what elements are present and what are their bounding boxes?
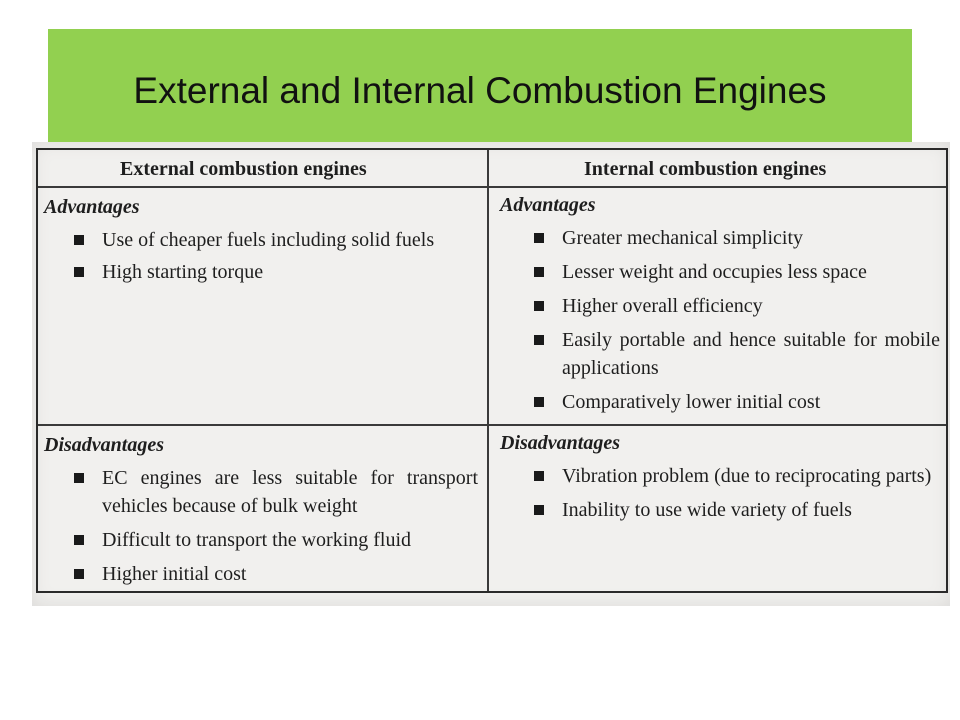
header-external: External combustion engines [120, 158, 367, 180]
bullet-icon [534, 397, 544, 407]
bullet-icon [74, 535, 84, 545]
bullet-icon [534, 505, 544, 515]
list-item-text: Difficult to transport the working fluid [102, 529, 412, 551]
list-item [534, 292, 940, 320]
bullet-icon [74, 473, 84, 483]
bullet-icon [534, 267, 544, 277]
list-item-text: EC engines are less suitable for transport vehicles because of bulk weight [102, 467, 478, 517]
ext-advantages-list [74, 226, 476, 286]
list-item [534, 388, 940, 416]
list-item-text: Easily portable and hence suitable for mobile applications [562, 329, 940, 379]
int-advantages-list [534, 224, 940, 416]
bullet-icon [74, 267, 84, 277]
list-item-text: Inability to use wide variety of fuels [562, 499, 852, 521]
list-item-text: Greater mechanical simplicity [562, 227, 804, 249]
ext-advantages-label: Advantages [44, 196, 140, 218]
list-item [534, 462, 940, 490]
bullet-icon [534, 471, 544, 481]
list-item-text: Comparatively lower initial cost [562, 391, 821, 413]
list-item-text: Vibration problem (due to reciprocating parts) [562, 465, 932, 487]
int-advantages-label: Advantages [500, 194, 596, 216]
bullet-icon [74, 235, 84, 245]
list-item [74, 258, 476, 286]
section-divider [38, 424, 946, 426]
list-item [74, 464, 478, 520]
list-item-text: Lesser weight and occupies less space [562, 261, 867, 283]
list-item-text: High starting torque [102, 261, 264, 283]
column-divider [487, 150, 489, 591]
list-item [74, 226, 476, 254]
list-item-text: Use of cheaper fuels including solid fuels [102, 229, 435, 251]
list-item [74, 560, 478, 588]
list-item [534, 258, 940, 286]
list-item [534, 224, 940, 252]
ext-disadvantages-label: Disadvantages [44, 434, 164, 456]
slide-title: External and Internal Combustion Engines [133, 70, 827, 111]
list-item-text: Higher overall efficiency [562, 295, 763, 317]
title-banner [48, 29, 912, 145]
int-disadvantages-label: Disadvantages [500, 432, 620, 454]
bullet-icon [74, 569, 84, 579]
int-disadvantages-list [534, 462, 940, 524]
list-item [534, 496, 940, 524]
header-divider [38, 186, 946, 188]
bullet-icon [534, 301, 544, 311]
header-internal: Internal combustion engines [584, 158, 827, 180]
list-item-text: Higher initial cost [102, 563, 247, 585]
list-item [74, 526, 478, 554]
scanned-table-image [32, 142, 950, 606]
list-item [534, 326, 940, 382]
ext-disadvantages-list [74, 464, 478, 588]
bullet-icon [534, 335, 544, 345]
bullet-icon [534, 233, 544, 243]
comparison-table [36, 148, 948, 593]
